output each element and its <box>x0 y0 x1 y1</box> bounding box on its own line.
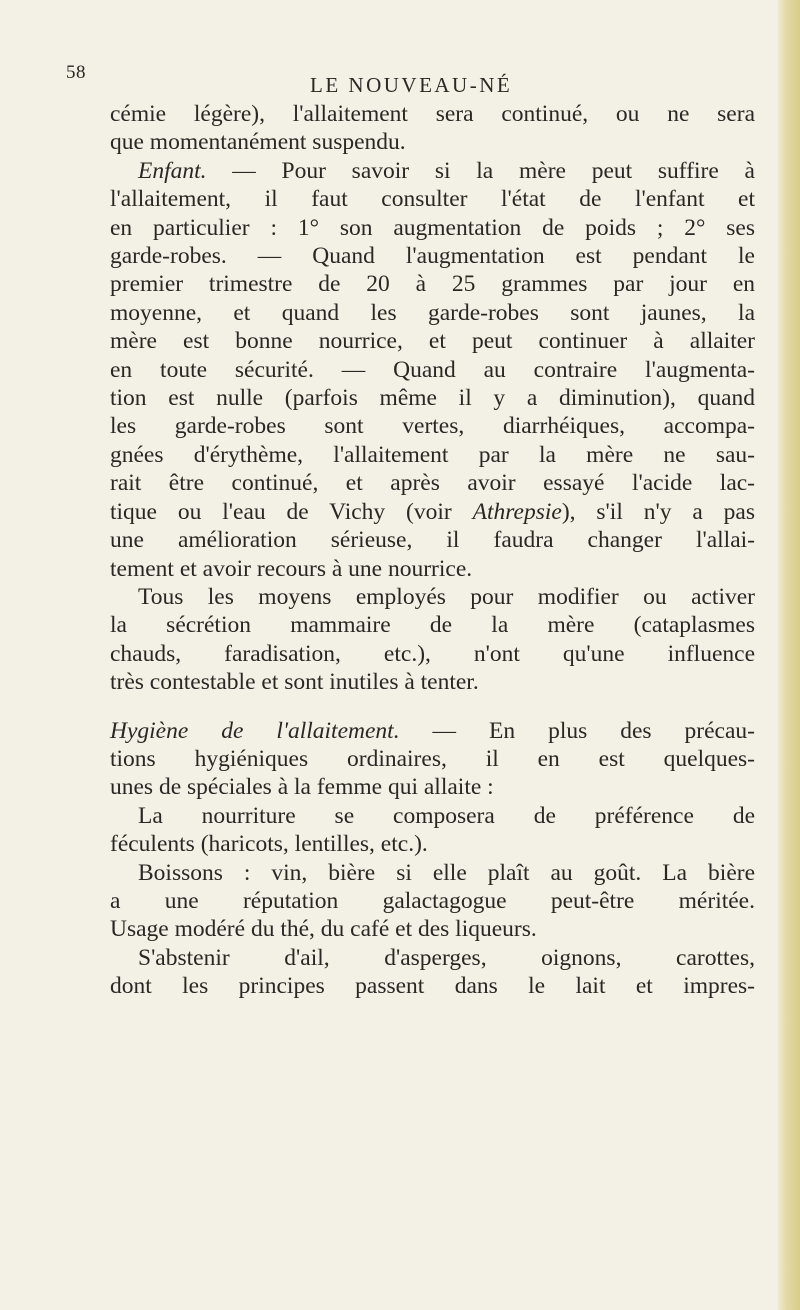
text-line: très contestable et sont inutiles à tenter. <box>110 669 479 696</box>
text-line: dont les principes passent dans le lait et impres- <box>110 973 755 1000</box>
text-line: les garde-robes sont vertes, diarrhéiques, accompa- <box>110 413 755 440</box>
text-line: tique ou l'eau de Vichy (voir Athrepsie), s'il n'y a pas <box>110 498 755 525</box>
text-line: rait être continué, et après avoir essayé l'acide lac- <box>110 470 755 497</box>
text-line: premier trimestre de 20 à 25 grammes par jour en <box>110 271 755 298</box>
text-line: tions hygiéniques ordinaires, il en est quelques- <box>110 745 755 772</box>
text-line: tion est nulle (parfois même il y a diminution), quand <box>110 385 755 412</box>
body-text <box>110 100 755 1001</box>
text-line: moyenne, et quand les garde-robes sont jaunes, la <box>110 299 755 326</box>
page-edge <box>778 0 800 1310</box>
text-line: La nourriture se composera de préférence de <box>138 802 755 829</box>
text-line: gnées d'érythème, l'allaitement par la mère ne sau- <box>110 441 755 468</box>
text-line: mère est bonne nourrice, et peut continuer à allaiter <box>110 328 755 355</box>
section-gap <box>110 697 755 717</box>
text-line: tement et avoir recours à une nourrice. <box>110 555 473 582</box>
text-line: l'allaitement, il faut consulter l'état de l'enfant et <box>110 186 755 213</box>
text-line: chauds, faradisation, etc.), n'ont qu'une influence <box>110 640 755 667</box>
text-line: Enfant. — Pour savoir si la mère peut suffire à <box>138 157 755 184</box>
text-line: Boissons : vin, bière si elle plaît au goût. La bière <box>138 859 755 886</box>
text-line: Hygiène de l'allaitement. — En plus des précau- <box>110 717 755 744</box>
text-line: unes de spéciales à la femme qui allaite : <box>110 774 494 801</box>
text-line: S'abstenir d'ail, d'asperges, oignons, carottes, <box>138 944 755 971</box>
text-line: en particulier : 1° son augmentation de poids ; 2° ses <box>110 214 755 241</box>
text-line: a une réputation galactagogue peut-être méritée. <box>110 887 755 914</box>
text-line: en toute sécurité. — Quand au contraire l'augmenta- <box>110 356 755 383</box>
text-line: féculents (haricots, lentilles, etc.). <box>110 831 428 858</box>
text-line: garde-robes. — Quand l'augmentation est pendant le <box>110 243 755 270</box>
text-line: Usage modéré du thé, du café et des liqueurs. <box>110 916 537 943</box>
page-number: 58 <box>66 62 86 83</box>
cross-reference-athrepsie: Athrepsie <box>472 498 562 525</box>
text-line: que momentanément suspendu. <box>110 129 406 156</box>
section-heading-enfant: Enfant. <box>138 157 207 184</box>
section-heading-hygiene: Hygiène de l'allaitement. <box>110 717 400 744</box>
text-line: la sécrétion mammaire de la mère (cataplasmes <box>110 612 755 639</box>
text-line: Tous les moyens employés pour modifier ou activer <box>138 583 755 610</box>
text-line: une amélioration sérieuse, il faudra changer l'allai- <box>110 527 755 554</box>
text-line: cémie légère), l'allaitement sera continué, ou ne sera <box>110 101 755 127</box>
running-title: LE NOUVEAU-NÉ <box>310 73 513 97</box>
